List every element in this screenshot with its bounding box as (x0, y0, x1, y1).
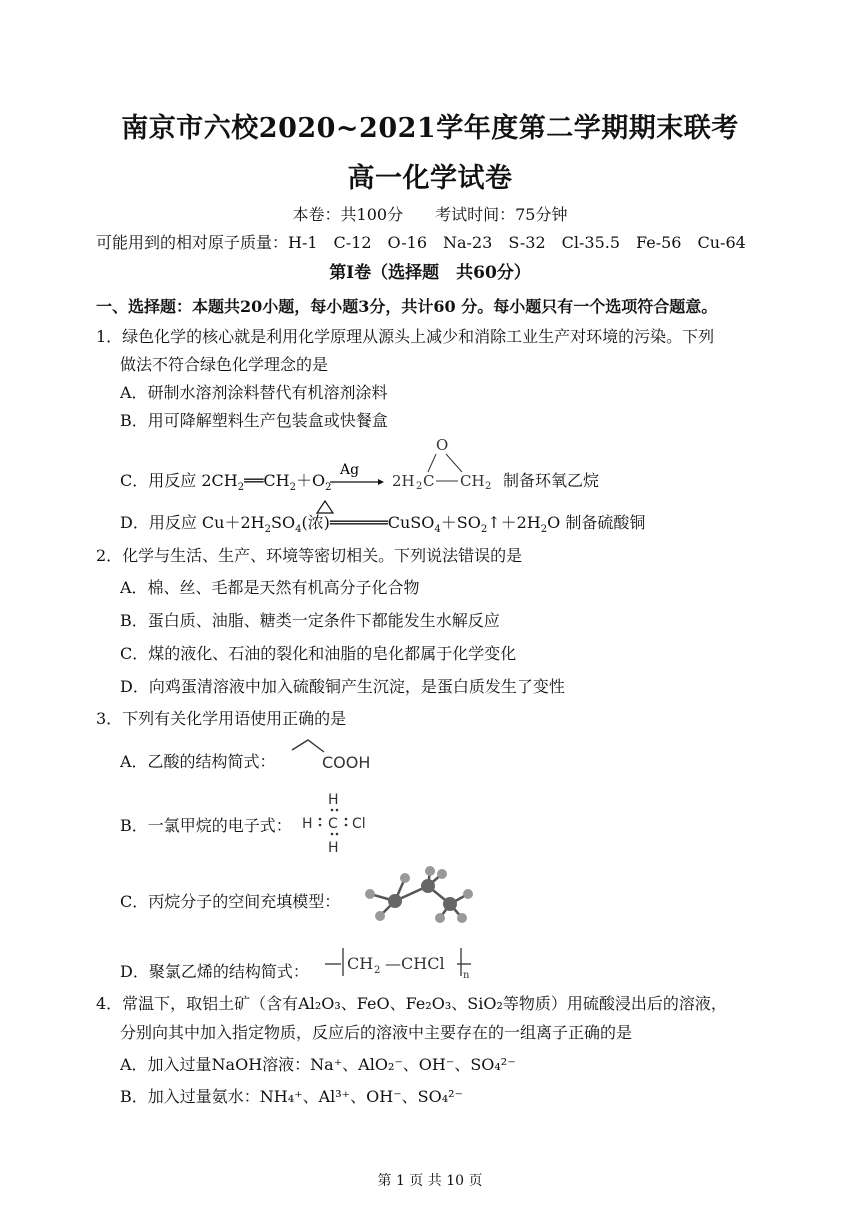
svg-text:C: C (423, 472, 435, 490)
question-2-text: 2．化学与生活、生产、环境等密切相关。下列说法错误的是 (96, 546, 523, 565)
section-instruction: 一、选择题：本题共20小题，每小题3分，共计60 分。每小题只有一个选项符合题意。 (96, 297, 718, 316)
svg-text:Cl: Cl (352, 816, 366, 832)
q1-option-d-suffix: 制备硫酸铜 (565, 513, 646, 532)
exam-info: 本卷：共100分 考试时间：75分钟 (292, 205, 568, 224)
q1-option-c-suffix: 制备环氧乙烷 (503, 471, 600, 490)
svg-text:CH: CH (460, 472, 485, 490)
q2-option-a: A．棉、丝、毛都是天然有机高分子化合物 (120, 578, 420, 597)
q3-option-a: A．乙酸的结构简式： (120, 752, 276, 771)
pvc-n: n (463, 970, 470, 980)
q3-option-c: C．丙烷分子的空间充填模型： (120, 892, 341, 911)
svg-text:H: H (328, 840, 339, 854)
q3-option-d: D．聚氯乙烯的结构简式： (120, 962, 309, 981)
pvc-chcl: —CHCl (385, 954, 445, 973)
section-title: 第Ⅰ卷（选择题 共60分） (329, 263, 531, 283)
svg-text:2: 2 (374, 965, 381, 976)
heat-triangle-icon (315, 500, 335, 514)
catalyst-label: Ag (340, 462, 360, 478)
q1-option-c-prefix: C．用反应 2CH (120, 471, 238, 490)
page-footer: 第 1 页 共 10 页 (377, 1173, 483, 1189)
acetic-acid-cooh: COOH (322, 753, 371, 772)
svg-text:CH: CH (347, 954, 374, 973)
svg-text:O: O (436, 436, 449, 454)
q1-option-d: D．用反应 $Cu+2H_2SO_4$(浓)$══════CuSO_4+SO_2↑+2H_2O$ 制备硫酸铜 (120, 513, 646, 536)
question-4-text: 4．常温下，取铝土矿（含有Al₂O₃、FeO、Fe₂O₃、SiO₂等物质）用硫酸浸出后的溶液， (96, 994, 727, 1013)
epoxide-reaction-graphic (330, 430, 510, 490)
svg-text:2H: 2H (392, 472, 415, 490)
svg-text:H: H (328, 792, 339, 808)
atomic-masses: 可能用到的相对原子质量：H-1 C-12 O-16 Na-23 S-32 Cl-35.5 Fe-56 Cu-64 (96, 233, 746, 252)
q1-option-b: B．用可降解塑料生产包装盒或快餐盒 (120, 411, 388, 430)
q2-option-d: D．向鸡蛋清溶液中加入硫酸铜产生沉淀，是蛋白质发生了变性 (120, 677, 565, 696)
q2-option-c: C．煤的液化、石油的裂化和油脂的皂化都属于化学变化 (120, 644, 517, 663)
q4-option-b: B．加入过量氨水：NH₄⁺、Al³⁺、OH⁻、SO₄²⁻ (120, 1087, 463, 1106)
propane-space-filling-model (350, 866, 480, 926)
acetic-acid-skeletal-formula (288, 736, 388, 776)
exam-title: 南京市六校2020~2021学年度第二学期期末联考 (121, 113, 739, 144)
pvc-structural-formula (323, 946, 473, 980)
svg-text:C: C (328, 816, 338, 832)
question-1-text-cont: 做法不符合绿色化学理念的是 (120, 355, 329, 374)
q3-option-b: B．一氯甲烷的电子式： (120, 816, 292, 835)
q2-option-b: B．蛋白质、油脂、糖类一定条件下都能发生水解反应 (120, 611, 500, 630)
question-1-text: 1．绿色化学的核心就是利用化学原理从源头上减少和消除工业生产对环境的污染。下列 (96, 327, 715, 346)
svg-text:2: 2 (485, 481, 492, 490)
exam-subtitle: 高一化学试卷 (347, 163, 513, 194)
question-4-text-cont: 分别向其中加入指定物质，反应后的溶液中主要存在的一组离子正确的是 (120, 1023, 633, 1042)
chloromethane-electron-formula (298, 790, 378, 854)
svg-text:2: 2 (416, 481, 423, 490)
q1-option-a: A．研制水溶剂涂料替代有机溶剂涂料 (120, 383, 388, 402)
q4-option-a: A．加入过量NaOH溶液：Na⁺、AlO₂⁻、OH⁻、SO₄²⁻ (120, 1055, 516, 1074)
q1-option-d-prefix: D．用反应 Cu＋2H (120, 513, 265, 532)
q1-option-c: C．用反应 $2CH_2══CH_2+O_2$ (120, 471, 332, 494)
svg-text:H: H (302, 816, 313, 832)
question-3-text: 3．下列有关化学用语使用正确的是 (96, 709, 347, 728)
